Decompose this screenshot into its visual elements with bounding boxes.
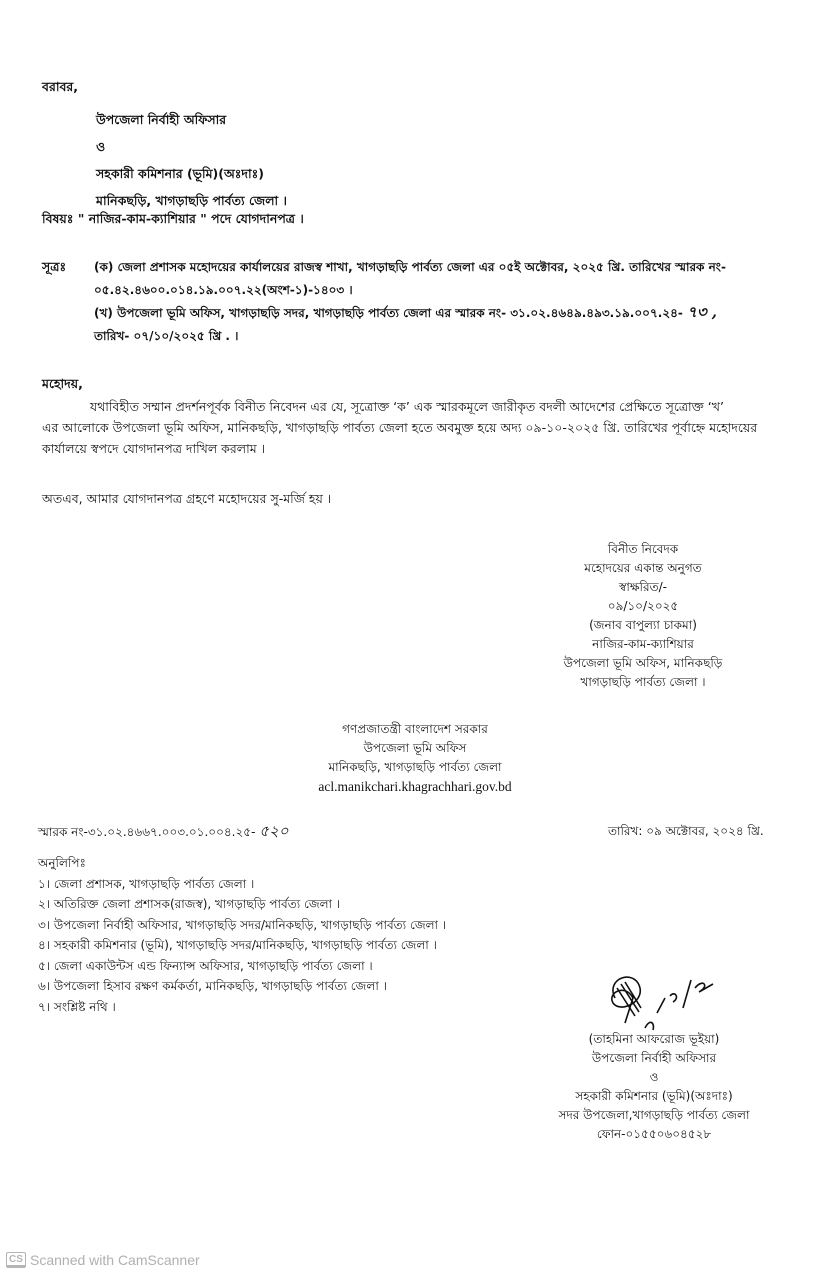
signature-line: বিনীত নিবেদক [607, 542, 679, 556]
addressee-line: মানিকছড়ি, খাগড়াছড়ি পার্বত্য জেলা । [96, 193, 287, 208]
body-line: এর আলোকে উপজেলা ভূমি অফিস, মানিকছড়ি, খাগড়াছড়ি পার্বত্য জেলা হতে অবমুক্ত হয়ে অদ্য ০৯-১০-২০২৫ খ্রি. তারিখের পূর্বাহ্নে মহোদয়ের [42, 420, 758, 435]
memo-number [38, 822, 288, 842]
office-header-line: উপজেলা ভূমি অফিস [363, 741, 467, 755]
body-paragraph [42, 396, 757, 459]
signature-line: উপজেলা ভূমি অফিস, মানিকছড়ি [563, 656, 723, 670]
subject [42, 210, 304, 228]
subject-text: " নাজির-কাম-ক্যাশিয়ার " পদে যোগদানপত্র । [77, 211, 304, 226]
addressee-line: সহকারী কমিশনার (ভূমি)(অঃদাঃ) [96, 166, 264, 181]
copy-item: ২। অতিরিক্ত জেলা প্রশাসক(রাজস্ব), খাগড়াছড়ি পার্বত্য জেলা । [38, 897, 341, 911]
officer-signature-block [538, 1030, 770, 1144]
signature-line: স্বাক্ষরিত/- [619, 580, 667, 594]
officer-line: উপজেলা নির্বাহী অফিসার [591, 1051, 717, 1065]
copy-item: ৪। সহকারী কমিশনার (ভূমি), খাগড়াছড়ি সদর/মানিকছড়ি, খাগড়াছড়ি পার্বত্য জেলা । [38, 938, 437, 952]
memo-date: তারিখ: ০৯ অক্টোবর, ২০২৪ খ্রি. [608, 824, 764, 838]
officer-line: ফোন-০১৫৫০৬০৪৫২৮ [596, 1127, 712, 1141]
signature-line: ০৯/১০/২০২৫ [607, 599, 679, 613]
body-closing: অতএব, আমার যোগদানপত্র গ্রহণে মহোদয়ের সু-মর্জি হয় । [42, 491, 332, 506]
memo-number-text: স্মারক নং-৩১.০২.৪৬৬৭.০০৩.০১.০০৪.২৫- [38, 825, 256, 839]
body-line: যথাবিহীত সম্মান প্রদর্শনপূর্বক বিনীত নিবেদন এর যে, সূত্রোক্ত ‘ক’ এক স্মারকমূলে জারীকৃত বদলী আদেশের প্রেক্ষিতে সূত্রোক্ত ‘খ’ [90, 399, 724, 414]
officer-line: ও [649, 1070, 659, 1084]
copy-item: ৬। উপজেলা হিসাব রক্ষণ কর্মকর্তা, মানিকছড়ি, খাগড়াছড়ি পার্বত্য জেলা । [38, 979, 387, 993]
reference-label: সূত্রঃ [42, 259, 67, 274]
camscanner-watermark [6, 1252, 200, 1268]
salutation-to: বরাবর, [42, 79, 79, 94]
officer-line: (তাহমিনা আফরোজ ভূইয়া) [588, 1032, 720, 1046]
addressee-line: ও [96, 139, 106, 154]
greeting: মহোদয়, [42, 376, 83, 391]
office-header-line: মানিকছড়ি, খাগড়াছড়ি পার্বত্য জেলা [328, 760, 502, 774]
handwritten-reference-suffix: ৭৩ , [687, 303, 718, 321]
reference-block [94, 256, 726, 347]
handwritten-memo-number: ৫২০ [259, 822, 289, 840]
handwritten-signature-icon [595, 968, 725, 1038]
copy-item: ৭। সংশ্লিষ্ট নথি । [38, 999, 116, 1014]
copy-item: ৫। জেলা একাউন্টস এন্ড ফিন্যান্স অফিসার, খাগড়াছড়ি পার্বত্য জেলা । [38, 958, 373, 973]
copy-item: ৩। উপজেলা নির্বাহী অফিসার, খাগড়াছড়ি সদর/মানিকছড়ি, খাগড়াছড়ি পার্বত্য জেলা । [38, 917, 447, 932]
applicant-signature-block [548, 540, 738, 692]
camscanner-logo-icon: CS [6, 1252, 26, 1268]
officer-line: সদর উপজেলা,খাগড়াছড়ি পার্বত্য জেলা [558, 1108, 750, 1122]
officer-line: সহকারী কমিশনার (ভূমি)(অঃদাঃ) [575, 1089, 733, 1103]
signature-line: নাজির-কাম-ক্যাশিয়ার [592, 637, 694, 651]
reference-line-text: (খ) উপজেলা ভূমি অফিস, খাগড়াছড়ি সদর, খাগড়াছড়ি পার্বত্য জেলা এর স্মারক নং- ৩১.০২.৪৬৪৯.৪৯৩.১৯.০০৭.২৪- [94, 306, 683, 320]
reference-line: ০৫.৪২.৪৬০০.০১৪.১৯.০০৭.২২(অংশ-১)-১৪০৩ । [94, 282, 353, 297]
copies-list [38, 853, 446, 1017]
copy-item: ১। জেলা প্রশাসক, খাগড়াছড়ি পার্বত্য জেলা । [38, 876, 255, 891]
copies-title: অনুলিপিঃ [38, 856, 86, 870]
reference-line: তারিখ- ০৭/১০/২০২৫ খ্রি . । [94, 328, 239, 343]
addressee-line: উপজেলা নির্বাহী অফিসার [96, 112, 227, 127]
signature-line: (জনাব বাপুল্যা চাকমা) [589, 618, 697, 632]
office-header [290, 720, 540, 796]
signature-line: খাগড়াছড়ি পার্বত্য জেলা । [580, 675, 706, 689]
reference-line [94, 301, 726, 325]
body-line: কার্যালয়ে স্বপদে যোগদানপত্র দাখিল করলাম । [42, 441, 266, 456]
addressee-block [96, 106, 287, 214]
reference-line: (ক) জেলা প্রশাসক মহোদয়ের কার্যালয়ের রাজস্ব শাখা, খাগড়াছড়ি পার্বত্য জেলা এর ০৫ই অক্টোবর, ২০২৫ খ্রি. তারিখের স্মারক নং- [94, 260, 726, 274]
signature-line: মহোদয়ের একান্ত অনুগত [584, 561, 702, 575]
subject-label: বিষয়ঃ [42, 211, 74, 226]
office-website: acl.manikchari.khagrachhari.gov.bd [318, 779, 512, 794]
watermark-text: Scanned with CamScanner [30, 1252, 200, 1268]
office-header-line: গণপ্রজাতন্ত্রী বাংলাদেশ সরকার [342, 722, 488, 736]
